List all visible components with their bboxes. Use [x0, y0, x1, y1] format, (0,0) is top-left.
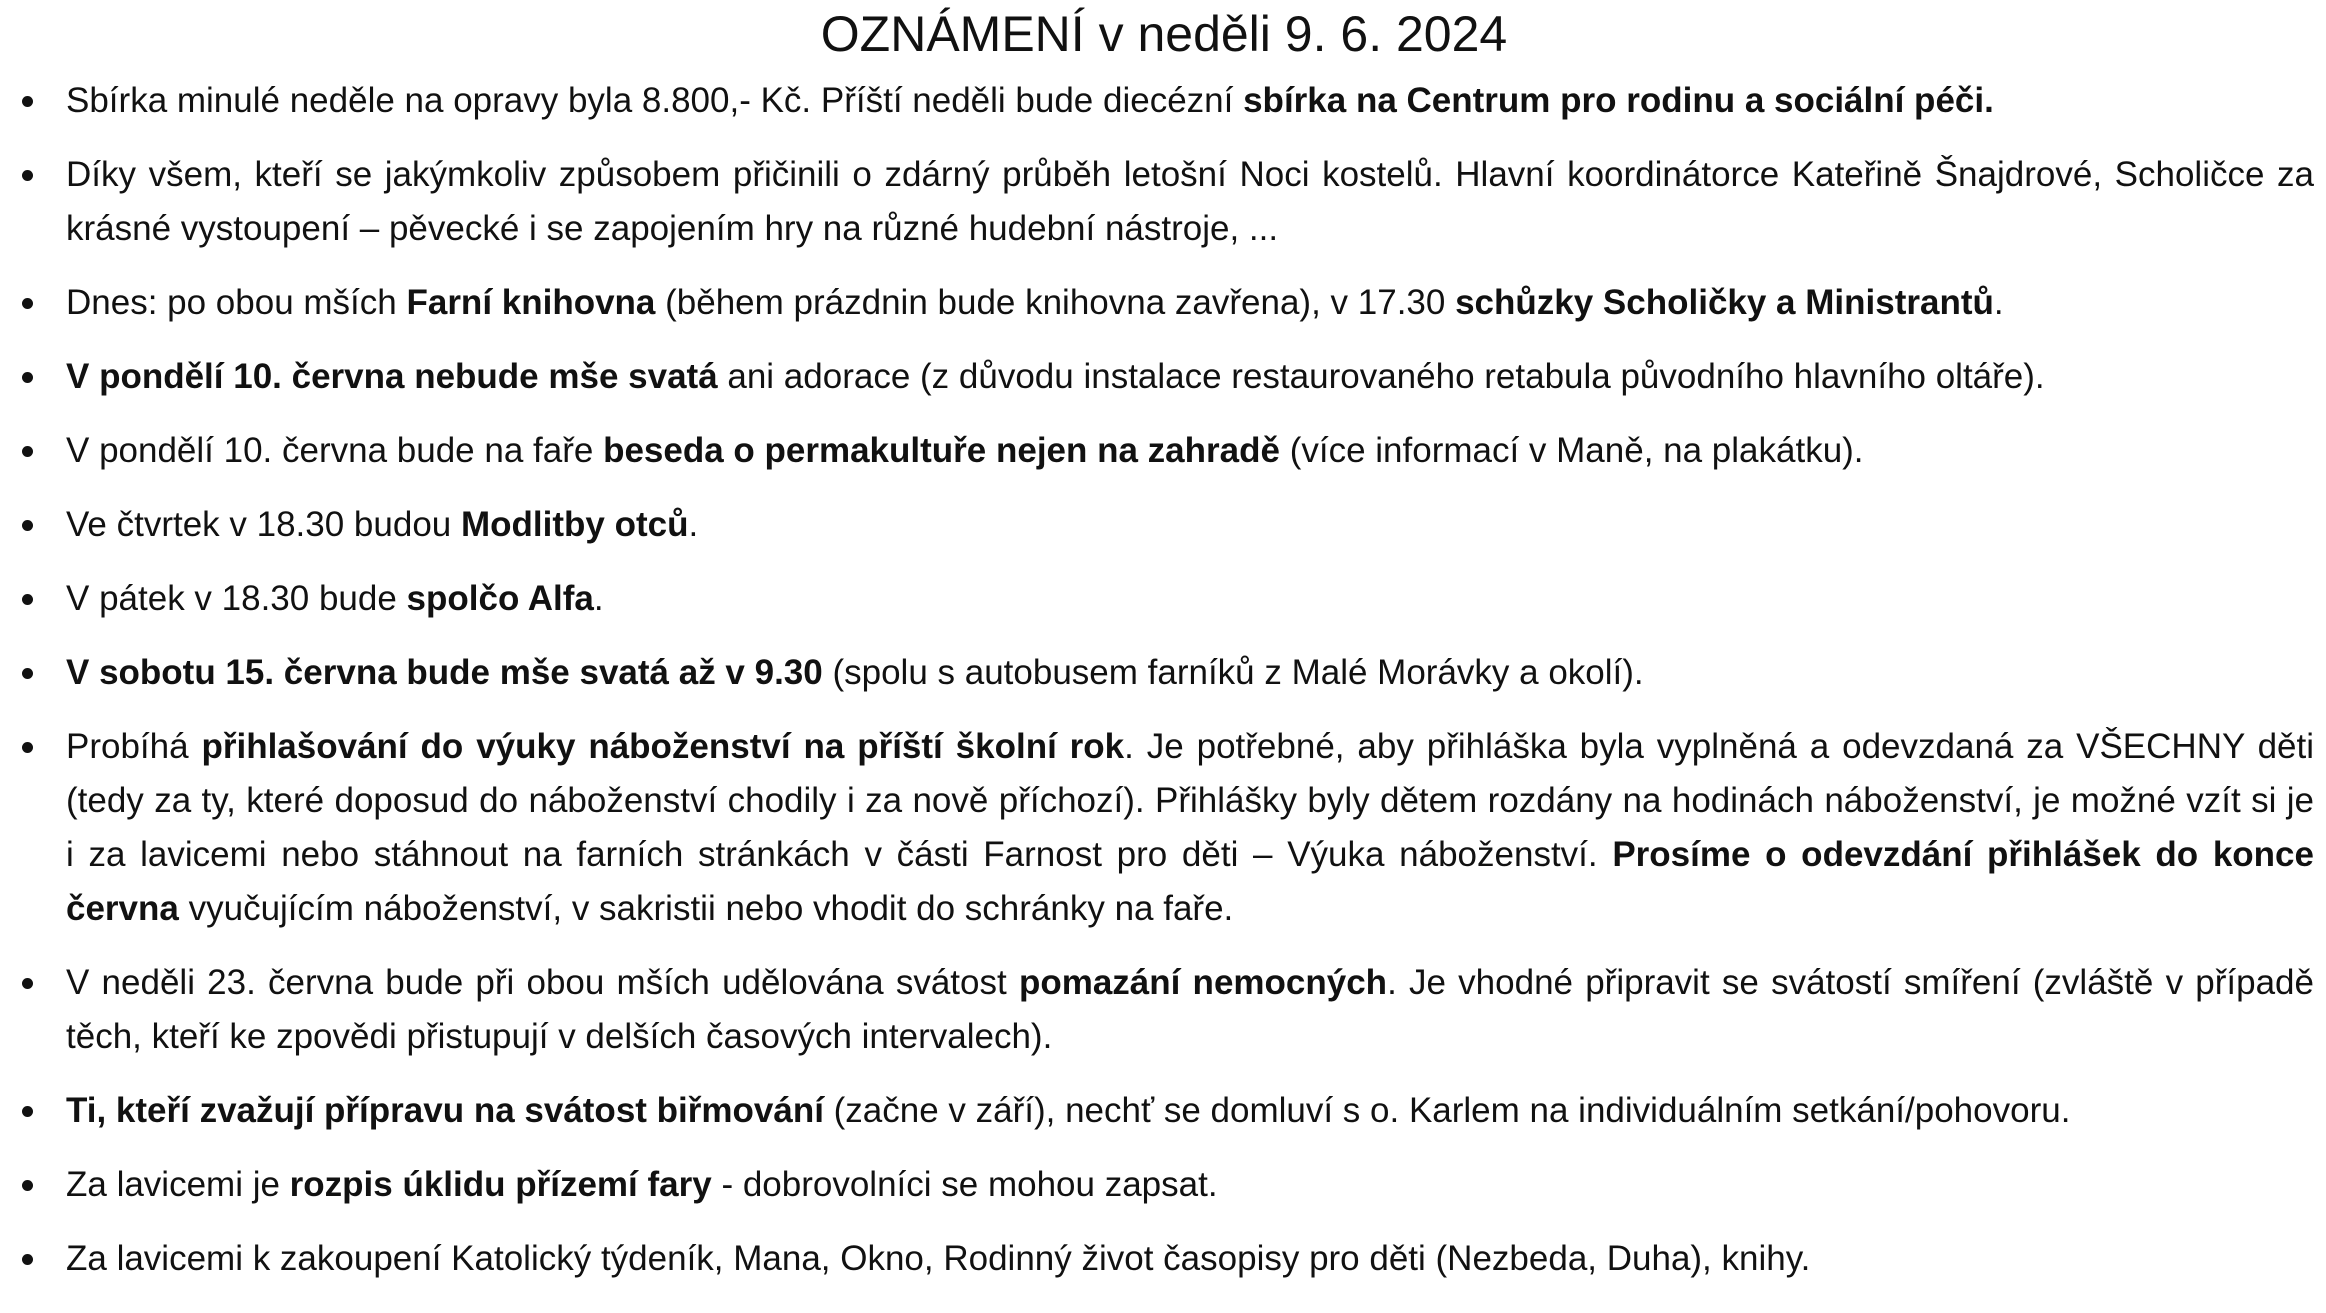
announcement-text: Probíhá: [66, 727, 202, 766]
bullet-icon: [22, 170, 33, 181]
announcement-item: [14, 1084, 2314, 1138]
announcement-item: [14, 720, 2314, 936]
announcement-text: V neděli 23. června bude při obou mších udělována svátost: [66, 963, 1019, 1002]
announcement-highlight: Ti, kteří zvažují přípravu na svátost biřmování: [66, 1091, 824, 1130]
announcement-text: (během prázdnin bude knihovna zavřena), v 17.30: [655, 283, 1456, 322]
announcement-list: [14, 74, 2314, 1286]
announcement-text: . Je vhodné připravit se svátostí smíření (zvláště v případě těch, kteří ke zpovědi přistupují v delších časových intervalech).: [66, 963, 2314, 1056]
bullet-icon: [22, 1180, 33, 1191]
announcement-highlight: pomazání nemocných: [1018, 963, 1388, 1002]
page-title: OZNÁMENÍ v neděli 9. 6. 2024: [820, 6, 1508, 62]
announcement-text: Ve čtvrtek v 18.30 budou: [66, 505, 461, 544]
bullet-icon: [22, 446, 33, 457]
announcement-highlight: Modlitby otců: [460, 505, 689, 544]
bullet-icon: [22, 372, 33, 383]
bullet-icon: [22, 298, 33, 309]
bullet-icon: [22, 594, 33, 605]
announcement-text: Dnes: po obou mších: [66, 283, 407, 322]
announcement-highlight: přihlašování do výuky náboženství na příští školní rok: [201, 727, 1125, 766]
bullet-icon: [22, 520, 33, 531]
announcement-text: Za lavicemi je: [66, 1165, 290, 1204]
announcement-text: Sbírka minulé neděle na opravy byla 8.800,- Kč. Příští neděli bude diecézní: [66, 81, 1244, 120]
announcement-item: [14, 956, 2314, 1064]
bullet-icon: [22, 978, 33, 989]
announcement-item: [14, 74, 2314, 128]
announcement-highlight: V pondělí 10. června nebude mše svatá: [66, 357, 718, 396]
announcement-text: .: [593, 579, 604, 618]
announcement-item: [14, 572, 2314, 626]
announcement-highlight: V sobotu 15. června bude mše svatá až v 9.30: [66, 653, 823, 692]
announcement-highlight: Farní knihovna: [406, 283, 656, 322]
announcement-page: [0, 4, 2326, 1313]
announcement-text: V pátek v 18.30 bude: [66, 579, 407, 618]
announcement-highlight: rozpis úklidu přízemí fary: [289, 1165, 712, 1204]
announcement-text: vyučujícím náboženství, v sakristii nebo vhodit do schránky na faře.: [178, 889, 1234, 928]
announcement-text: ani adorace (z důvodu instalace restaurovaného retabula původního hlavního oltáře).: [717, 357, 2045, 396]
announcement-item: [14, 350, 2314, 404]
announcement-text: . Je potřebné, aby přihláška byla vyplněná a odevzdaná za VŠECHNY děti (tedy za ty, které doposud do náboženství chodily i za nově příchozí). Přihlášky byly dětem rozdány na hodinách náboženství, je možné vzít si je i za lavicemi nebo stáhnout na farních stránkách v části Farnost pro děti – Výuka náboženství.: [66, 727, 2315, 874]
announcement-text: - dobrovolníci se mohou zapsat.: [711, 1165, 1218, 1204]
announcement-highlight: beseda o permakultuře nejen na zahradě: [603, 431, 1280, 470]
announcement-item: [14, 276, 2314, 330]
announcement-text: V pondělí 10. června bude na faře: [66, 431, 604, 470]
announcement-text: (začne v září), nechť se domluví s o. Karlem na individuálním setkání/pohovoru.: [823, 1091, 2071, 1130]
announcement-text: Díky všem, kteří se jakýmkoliv způsobem přičinili o zdárný průběh letošní Noci kostelů. Hlavní koordinátorce Kateřině Šnajdrové, Scholičce za krásné vystoupení – pěvecké i se zapojením hry na různé hudební nástroje, ...: [66, 155, 2314, 248]
announcement-item: [14, 1232, 2314, 1286]
announcement-text: Za lavicemi k zakoupení Katolický týdeník, Mana, Okno, Rodinný život časopisy pro děti (Nezbeda, Duha), knihy.: [66, 1239, 1811, 1278]
announcement-text: (spolu s autobusem farníků z Malé Morávky a okolí).: [822, 653, 1644, 692]
announcement-item: [14, 646, 2314, 700]
bullet-icon: [22, 1254, 33, 1265]
announcement-highlight: Prosíme o odevzdání přihlášek do konce června: [66, 835, 2314, 928]
announcement-item: [14, 424, 2314, 478]
announcement-item: [14, 148, 2314, 256]
bullet-icon: [22, 742, 33, 753]
bullet-icon: [22, 1106, 33, 1117]
announcement-text: (více informací v Maně, na plakátku).: [1279, 431, 1864, 470]
bullet-icon: [22, 668, 33, 679]
announcement-text: .: [688, 505, 699, 544]
announcement-highlight: sbírka na Centrum pro rodinu a sociální péči.: [1243, 81, 1994, 120]
announcement-item: [14, 498, 2314, 552]
announcement-text: .: [1993, 283, 2004, 322]
bullet-icon: [22, 96, 33, 107]
announcement-highlight: spolčo Alfa: [406, 579, 594, 618]
announcement-item: [14, 1158, 2314, 1212]
announcement-highlight: schůzky Scholičky a Ministrantů: [1455, 283, 1994, 322]
